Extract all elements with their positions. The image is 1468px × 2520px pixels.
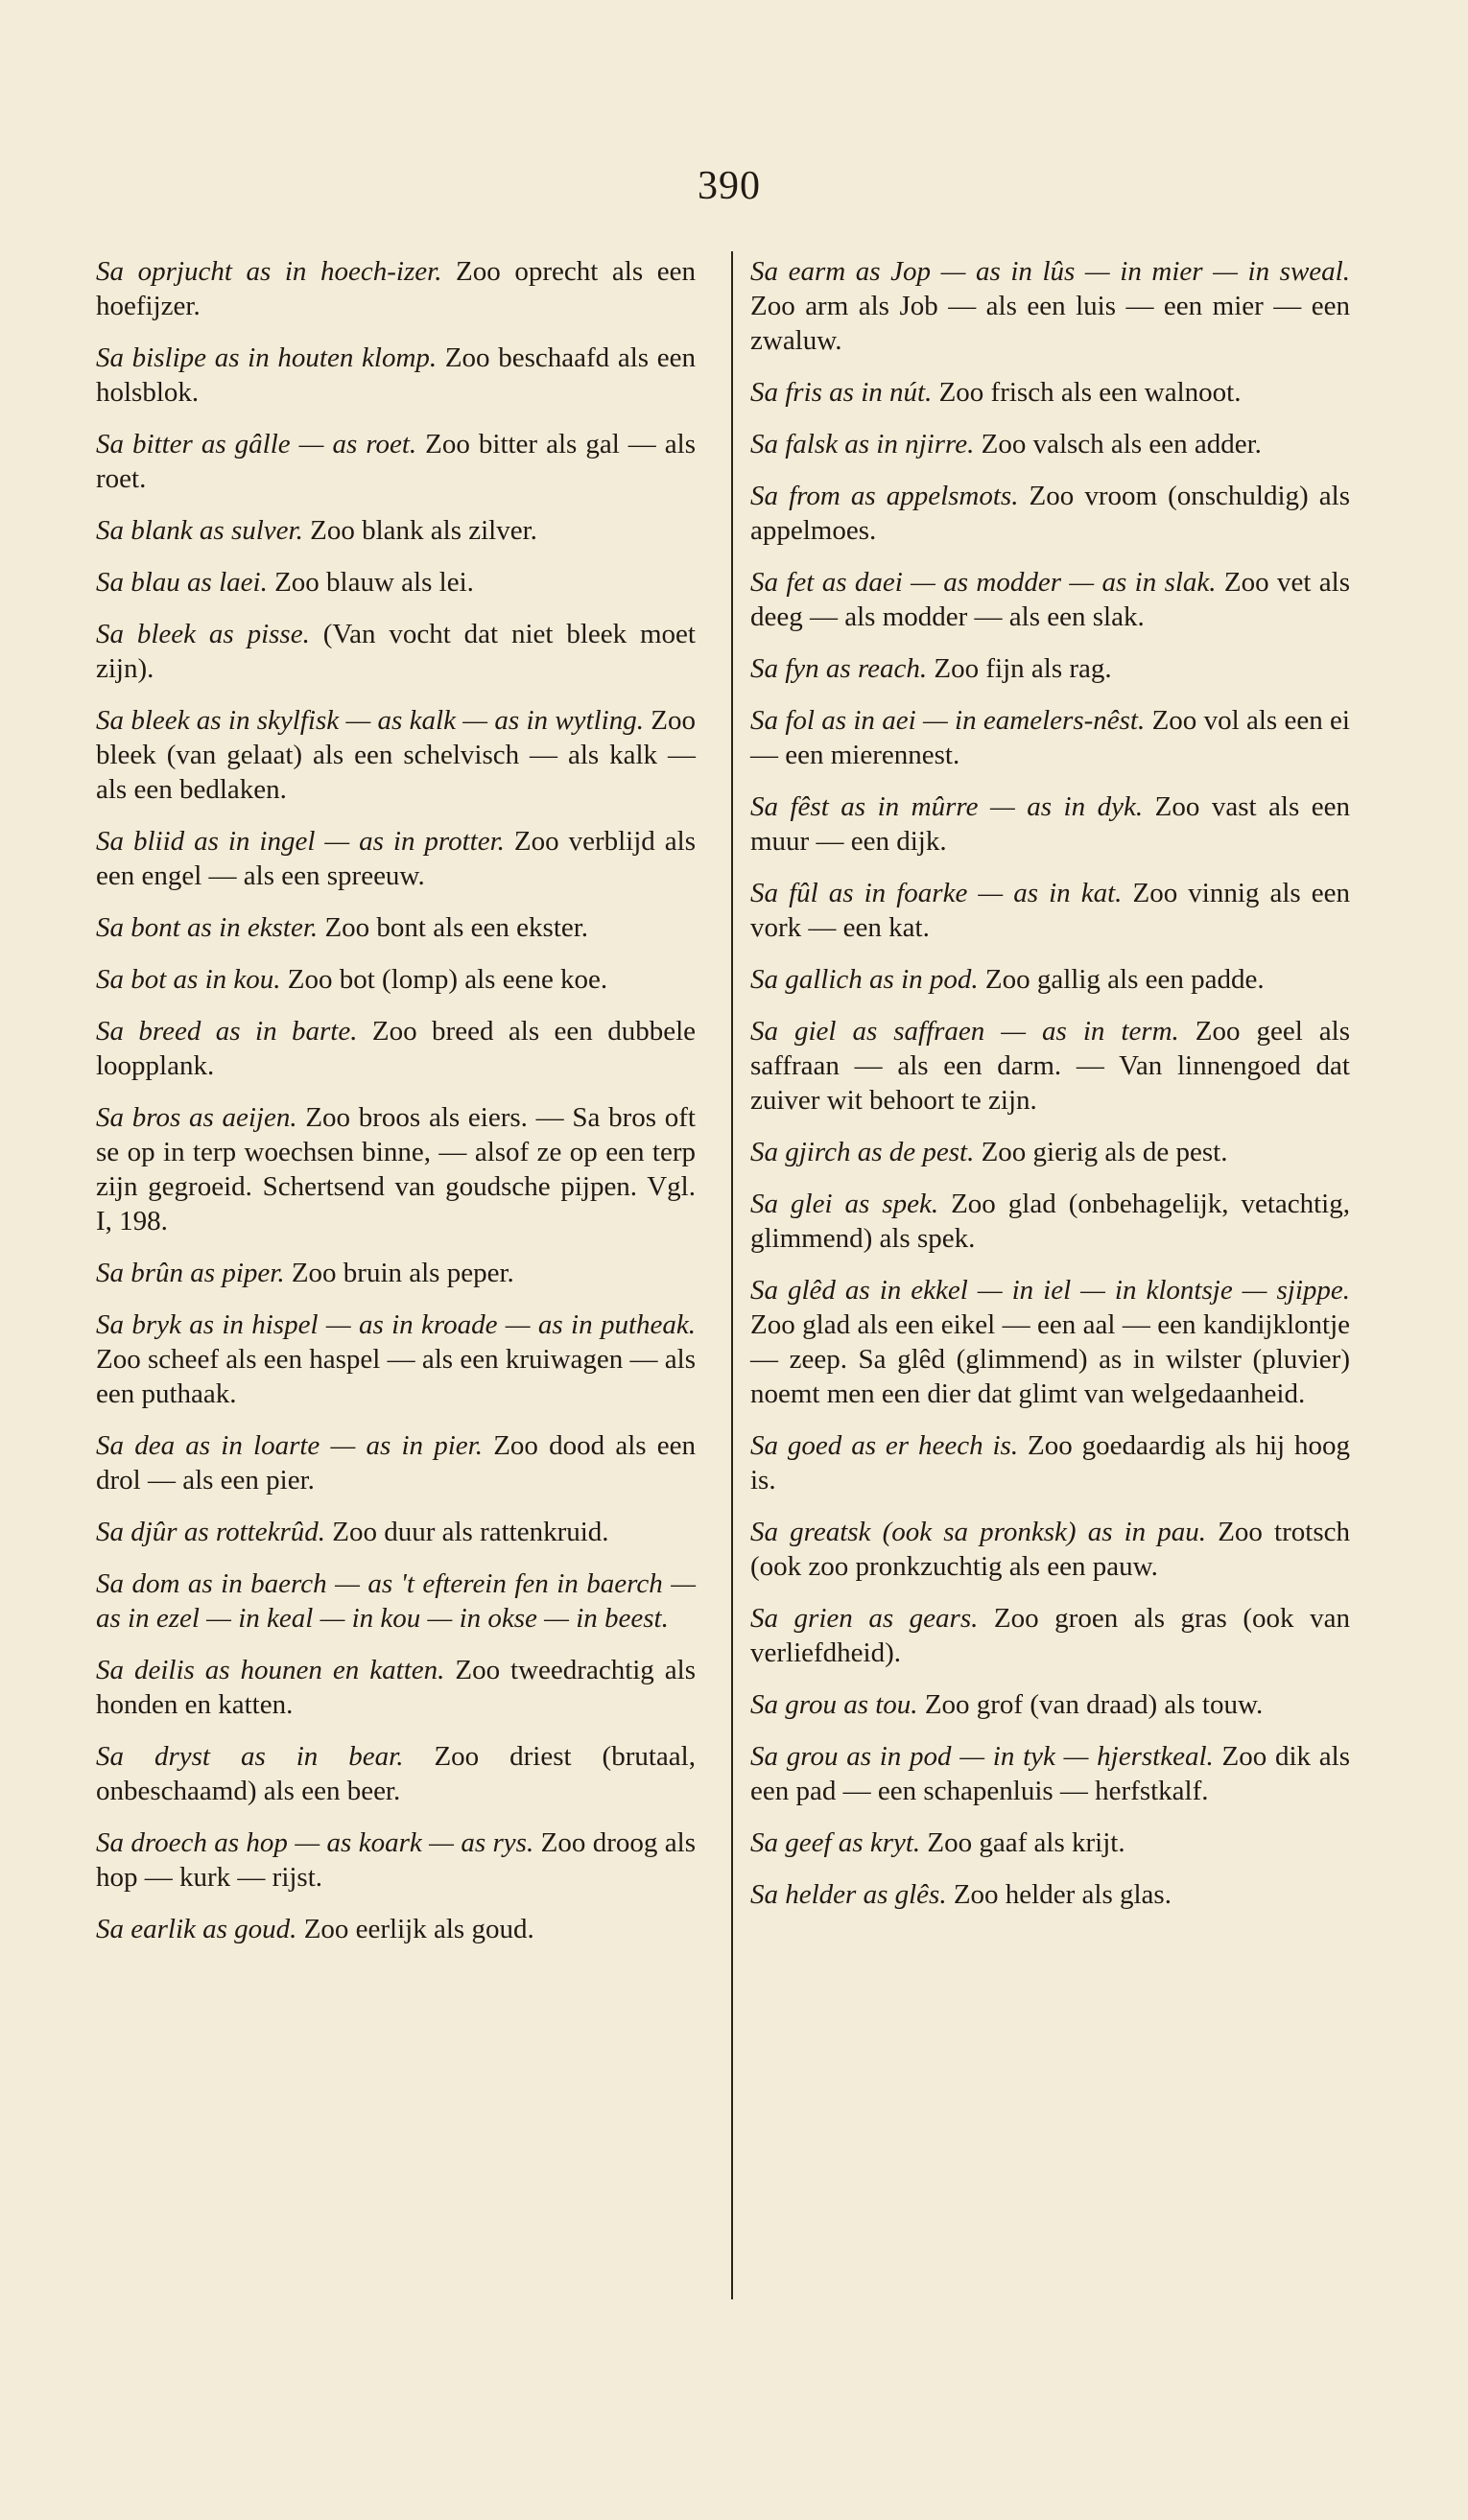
proverb-entry: [96, 1739, 696, 1808]
frisian-phrase: Sa droech as hop — as koark — as rys.: [96, 1827, 534, 1858]
dutch-translation: Zoo bont als een ekster.: [318, 912, 589, 943]
dutch-translation: Zoo arm als Job — als een luis — een mier — een zwaluw.: [750, 291, 1350, 356]
dutch-translation: Zoo breed als een dubbele loopplank.: [96, 1016, 697, 1081]
proverb-entry: [96, 1307, 696, 1411]
frisian-phrase: Sa bleek as pisse.: [96, 619, 310, 649]
frisian-phrase: Sa bitter as gâlle — as roet.: [96, 429, 417, 459]
frisian-phrase: Sa dryst as in bear.: [96, 1741, 404, 1772]
frisian-phrase: Sa blau as laei.: [96, 567, 268, 598]
dutch-translation: Zoo dood als een drol — als een pier.: [96, 1430, 696, 1496]
frisian-phrase: Sa bros as aeijen.: [96, 1102, 297, 1133]
frisian-phrase: Sa oprjucht as in hoech-izer.: [96, 256, 442, 287]
dutch-translation: Zoo verblijd als een engel — als een spreeuw.: [96, 826, 696, 891]
frisian-phrase: Sa blank as sulver.: [96, 515, 303, 546]
frisian-phrase: Sa bot as in kou.: [96, 964, 281, 995]
dutch-translation: Zoo fijn als rag.: [927, 653, 1112, 684]
dutch-translation: Zoo vast als een muur — een dijk.: [750, 791, 1351, 857]
dutch-translation: Zoo vet als deeg — als modder — als een slak.: [750, 567, 1350, 632]
proverb-entry: [750, 1515, 1350, 1584]
frisian-phrase: Sa earm as Jop — as in lûs — in mier — in sweal.: [750, 256, 1350, 287]
dutch-translation: Zoo vol als een ei — een mierennest.: [750, 705, 1350, 770]
proverb-entry: [96, 1100, 696, 1238]
proverb-entry: [750, 1739, 1350, 1808]
dutch-translation: Zoo dik als een pad — een schapenluis — herfstkalf.: [750, 1741, 1350, 1806]
frisian-phrase: Sa fêst as in mûrre — as in dyk.: [750, 791, 1144, 822]
proverb-entry: [96, 617, 696, 686]
proverb-entry: [750, 789, 1350, 859]
dutch-translation: Zoo scheef als een haspel — als een kruiwagen — als een puthaak.: [96, 1344, 696, 1409]
frisian-phrase: Sa earlik as goud.: [96, 1914, 297, 1944]
dutch-translation: Zoo broos als eiers. — Sa bros oft se op in terp woechsen binne, — alsof ze op een terp zijn gegroeid. Schertsend van goudsche pijpen. Vgl. I, 198.: [96, 1102, 696, 1236]
proverb-entry: [750, 1825, 1350, 1860]
frisian-phrase: Sa fûl as in foarke — as in kat.: [750, 878, 1123, 908]
dutch-translation: Zoo gaaf als krijt.: [920, 1827, 1125, 1858]
dutch-translation: Zoo duur als rattenkruid.: [324, 1517, 609, 1547]
dutch-translation: Zoo bot (lomp) als eene koe.: [280, 964, 608, 995]
proverb-entry: [750, 375, 1350, 410]
dutch-translation: Zoo trotsch (ook zoo pronkzuchtig als een pauw.: [750, 1517, 1350, 1582]
right-column: [750, 254, 1350, 1929]
frisian-phrase: Sa grou as tou.: [750, 1689, 918, 1720]
proverb-entry: [750, 1877, 1350, 1912]
proverb-entry: [96, 824, 696, 893]
proverb-entry: [96, 1825, 696, 1895]
dutch-translation: Zoo bitter als gal — als roet.: [96, 429, 696, 494]
proverb-entry: [96, 427, 696, 496]
proverb-entry: [96, 1256, 696, 1290]
proverb-entry: [96, 1014, 696, 1083]
frisian-phrase: Sa fyn as reach.: [750, 653, 928, 684]
frisian-phrase: Sa breed as in barte.: [96, 1016, 358, 1047]
dutch-translation: Zoo bleek (van gelaat) als een schelvisch — als kalk — als een bedlaken.: [96, 705, 696, 805]
proverb-entry: [750, 1014, 1350, 1118]
frisian-phrase: Sa greatsk (ook sa pronksk) as in pau.: [750, 1517, 1207, 1547]
proverb-entry: [750, 254, 1350, 358]
frisian-phrase: Sa bont as in ekster.: [96, 912, 319, 943]
frisian-phrase: Sa bryk as in hispel — as in kroade — as in putheak.: [96, 1309, 696, 1340]
frisian-phrase: Sa gjirch as de pest.: [750, 1137, 975, 1167]
dutch-translation: Zoo gierig als de pest.: [974, 1137, 1228, 1167]
proverb-entry: [96, 1566, 696, 1636]
proverb-entry: [96, 910, 696, 945]
dutch-translation: Zoo helder als glas.: [946, 1879, 1172, 1910]
proverb-entry: [96, 254, 696, 323]
dutch-translation: Zoo groen als gras (ook van verliefdheid).: [750, 1603, 1350, 1668]
proverb-entry: [750, 876, 1350, 945]
dutch-translation: Zoo droog als hop — kurk — rijst.: [96, 1827, 696, 1893]
dutch-translation: Zoo blank als zilver.: [302, 515, 537, 546]
frisian-phrase: Sa djûr as rottekrûd.: [96, 1517, 325, 1547]
proverb-entry: [96, 1515, 696, 1549]
dutch-translation: Zoo grof (van draad) als touw.: [917, 1689, 1264, 1720]
frisian-phrase: Sa dea as in loarte — as in pier.: [96, 1430, 483, 1461]
proverb-entry: [750, 703, 1350, 772]
proverb-entry: [750, 427, 1350, 461]
proverb-entry: [96, 1428, 696, 1497]
frisian-phrase: Sa fol as in aei — in eamelers-nêst.: [750, 705, 1146, 736]
dutch-translation: Zoo goedaardig als hij hoog is.: [750, 1430, 1350, 1496]
proverb-entry: [750, 479, 1350, 548]
proverb-entry: [96, 1912, 696, 1946]
frisian-phrase: Sa glei as spek.: [750, 1189, 939, 1219]
frisian-phrase: Sa bislipe as in houten klomp.: [96, 342, 438, 373]
frisian-phrase: Sa fet as daei — as modder — as in slak.: [750, 567, 1217, 598]
frisian-phrase: Sa gallich as in pod.: [750, 964, 979, 995]
frisian-phrase: Sa deilis as hounen en katten.: [96, 1655, 445, 1685]
dutch-translation: Zoo tweedrachtig als honden en katten.: [96, 1655, 697, 1720]
frisian-phrase: Sa brûn as piper.: [96, 1258, 285, 1288]
proverb-entry: [750, 1601, 1350, 1670]
frisian-phrase: Sa giel as saffraen — as in term.: [750, 1016, 1179, 1047]
dutch-translation: Zoo vinnig als een vork — een kat.: [750, 878, 1350, 943]
frisian-phrase: Sa geef as kryt.: [750, 1827, 921, 1858]
proverb-entry: [750, 962, 1350, 997]
page-number: 390: [698, 164, 761, 208]
dutch-translation: Zoo glad (onbehagelijk, vetachtig, glimmend) als spek.: [750, 1189, 1350, 1254]
column-divider: [731, 251, 733, 2299]
dutch-translation: Zoo blauw als lei.: [267, 567, 474, 598]
frisian-phrase: Sa falsk as in njirre.: [750, 429, 975, 459]
dutch-translation: Zoo geel als saffraan — als een darm. — Van linnengoed dat zuiver wit behoort te zijn.: [750, 1016, 1350, 1116]
proverb-entry: [750, 1687, 1350, 1722]
dutch-translation: Zoo gallig als een padde.: [978, 964, 1265, 995]
dutch-translation: Zoo beschaafd als een holsblok.: [96, 342, 696, 408]
frisian-phrase: Sa bleek as in skylfisk — as kalk — as in wytling.: [96, 705, 644, 736]
frisian-phrase: Sa dom as in baerch — as 't efterein fen in baerch — as in ezel — in keal — in kou — in okse — in beest.: [96, 1568, 696, 1634]
proverb-entry: [750, 1428, 1350, 1497]
frisian-phrase: Sa from as appelsmots.: [750, 481, 1019, 511]
dutch-translation: Zoo valsch als een adder.: [974, 429, 1262, 459]
frisian-phrase: Sa helder as glês.: [750, 1879, 947, 1910]
proverb-entry: [96, 703, 696, 807]
dutch-translation: Zoo glad als een eikel — een aal — een kandijklontje — zeep. Sa glêd (glimmend) as in wilster (pluvier) noemt men een dier dat glimt van welgedaanheid.: [750, 1309, 1350, 1409]
dutch-translation: Zoo bruin als peper.: [284, 1258, 514, 1288]
proverb-entry: [96, 962, 696, 997]
frisian-phrase: Sa fris as in nút.: [750, 377, 933, 408]
proverb-entry: [750, 651, 1350, 686]
proverb-entry: [750, 1273, 1350, 1411]
dutch-translation: Zoo driest (brutaal, onbeschaamd) als een beer.: [96, 1741, 696, 1806]
frisian-phrase: Sa goed as er heech is.: [750, 1430, 1019, 1461]
dutch-translation: Zoo frisch als een walnoot.: [932, 377, 1242, 408]
proverb-entry: [750, 1187, 1350, 1256]
dutch-translation: Zoo vroom (onschuldig) als appelmoes.: [750, 481, 1350, 546]
dutch-translation: (Van vocht dat niet bleek moet zijn).: [96, 619, 696, 684]
proverb-entry: [96, 1653, 696, 1722]
proverb-entry: [750, 1135, 1350, 1169]
frisian-phrase: Sa bliid as in ingel — as in protter.: [96, 826, 505, 857]
left-column: [96, 254, 696, 1964]
frisian-phrase: Sa grou as in pod — in tyk — hjerstkeal.: [750, 1741, 1214, 1772]
proverb-entry: [750, 565, 1350, 634]
proverb-entry: [96, 341, 696, 410]
dutch-translation: Zoo oprecht als een hoefijzer.: [96, 256, 696, 321]
proverb-entry: [96, 565, 696, 600]
dutch-translation: Zoo eerlijk als goud.: [296, 1914, 534, 1944]
proverb-entry: [96, 513, 696, 548]
frisian-phrase: Sa glêd as in ekkel — in iel — in klontsje — sjippe.: [750, 1275, 1350, 1306]
frisian-phrase: Sa grien as gears.: [750, 1603, 979, 1634]
